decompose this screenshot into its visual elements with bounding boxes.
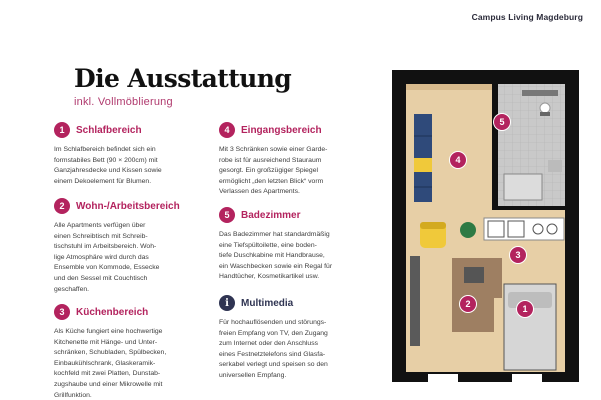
plan-marker-kuechenbereich: 3: [509, 246, 527, 264]
feature-title: Küchenbereich: [76, 306, 149, 318]
feature-header: [219, 294, 359, 312]
feature-header: [54, 197, 194, 215]
feature-title: Badezimmer: [241, 209, 301, 221]
feature-title: Wohn-/Arbeitsbereich: [76, 200, 180, 212]
feature-header: [219, 121, 359, 139]
feature-text: Im Schlafbereich befindet sich ein formstabiles Bett (90 × 200cm) mit Ganzjahresdecke und Kissen sowie einem Dekoelement für Blumen.: [54, 146, 162, 185]
floor-plan: [392, 70, 579, 382]
feature-wohn-arbeitsbereich: [54, 197, 194, 295]
floor-plan-drawing: [392, 70, 579, 382]
feature-title: Schlafbereich: [76, 124, 142, 136]
feature-schlafbereich: [54, 121, 194, 187]
feature-text: Mit 3 Schränken sowie einer Garde- robe ist für ausreichend Stauraum gesorgt. Ein großzügiger Spiegel ermöglicht „den letzten Blick“ vorm Verlassen des Apartments.: [219, 146, 328, 196]
feature-text: Für hochauflösenden und störungs- freien Empfang von TV, den Zugang zum Internet oder den Anschluss eines Festnetztelefons sind Glasfa- serkabel verlegt und speisen so den universellen Empfang.: [219, 319, 328, 379]
page-subtitle: inkl. Vollmöblierung: [74, 96, 173, 108]
plan-marker-schlafbereich: 1: [516, 300, 534, 318]
number-badge: 2: [54, 198, 70, 214]
feature-eingangsbereich: [219, 121, 359, 198]
plan-marker-badezimmer: 5: [493, 113, 511, 131]
feature-kuechenbereich: [54, 303, 194, 400]
page-title: Die Ausstattung: [74, 64, 292, 93]
feature-title: Multimedia: [241, 297, 294, 309]
number-badge: 5: [219, 207, 235, 223]
number-badge: 3: [54, 304, 70, 320]
brand-label: Campus Living Magdeburg: [471, 12, 583, 22]
plan-marker-eingangsbereich: 4: [449, 151, 467, 169]
feature-text: Als Küche fungiert eine hochwertige Kitchenette mit Hänge- und Unter- schränken, Schubladen, Spülbecken, Einbaukühlschrank, Glaskeramik- kochfeld mit zwei Platten, Dunstab- zugshaube und einer Mikrowelle mit Grillfunktion.: [54, 328, 167, 399]
plan-marker-wohn-arbeitsbereich: 2: [459, 295, 477, 313]
feature-header: [219, 206, 359, 224]
feature-text: Das Badezimmer hat standardmäßig eine Tiefspültoilette, eine boden- tiefe Duschkabine mit Handbrause, ein Waschbecken sowie ein Regal für Handtücher, Kosmetikartikel usw.: [219, 231, 333, 281]
feature-header: [54, 121, 194, 139]
number-badge: 1: [54, 122, 70, 138]
feature-badezimmer: [219, 206, 359, 283]
info-icon: i: [219, 295, 235, 311]
feature-header: [54, 303, 194, 321]
feature-text: Alle Apartments verfügen über einen Schreibtisch mit Schreib- tischstuhl im Arbeitsbereich. Woh- lige Atmosphäre wird durch das Ensemble von Kommode, Essecke und den Sessel mit Couchtisch geschaffen.: [54, 222, 160, 293]
feature-title: Eingangsbereich: [241, 124, 322, 136]
number-badge: 4: [219, 122, 235, 138]
feature-multimedia: [219, 294, 359, 382]
